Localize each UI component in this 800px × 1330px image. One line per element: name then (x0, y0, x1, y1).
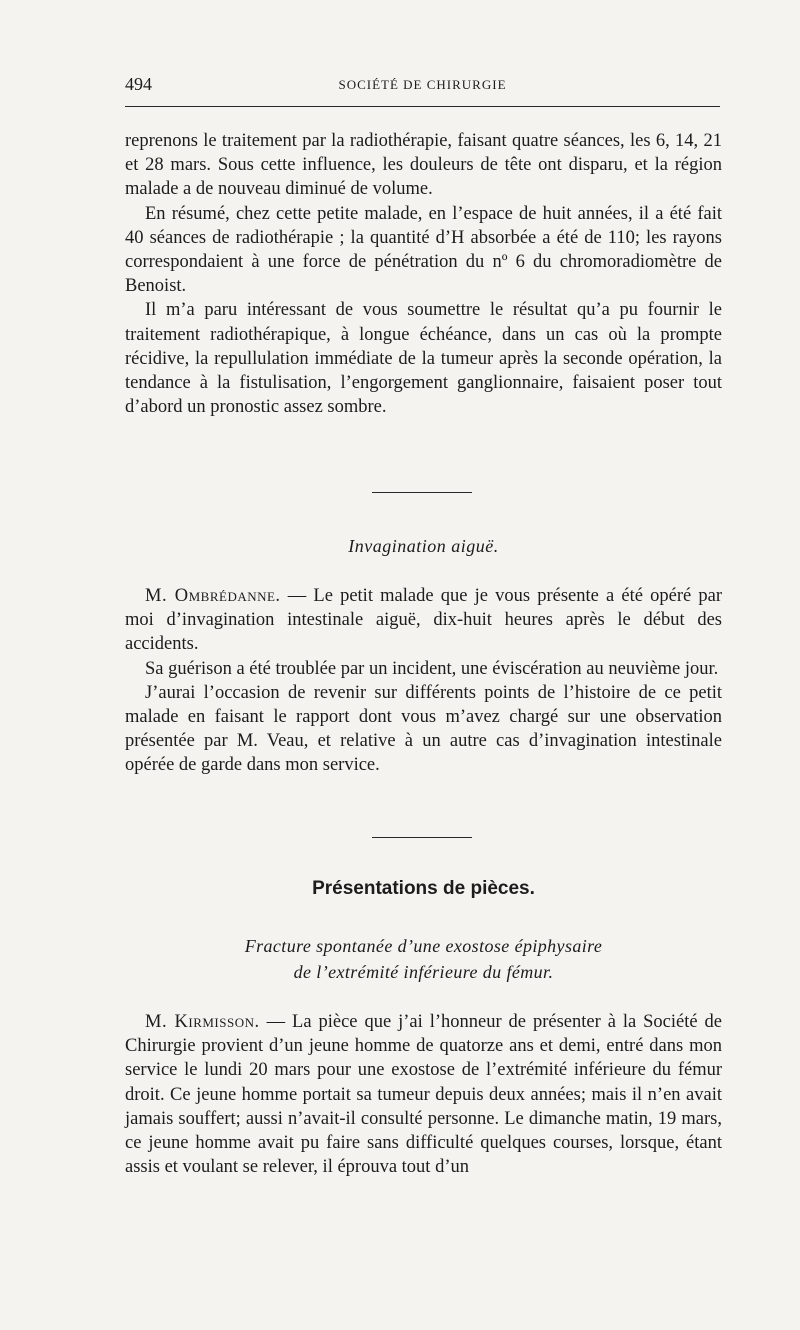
paragraph-text: — Le petit malade que je vous présente a été opéré par moi d’invagination intestinale aiguë, dix-huit heures après le début des accidents. (125, 586, 722, 655)
paragraph: J’aurai l’occasion de revenir sur différents points de l’histoire de ce petit malade en faisant le rapport dont vous m’avez chargé sur une observation présentée par M. Veau, et relative à un autre cas d’invagination intestinale opérée de garde dans mon service. (125, 682, 722, 776)
section-separator (372, 837, 472, 838)
subsection-title-line: Fracture spontanée d’une exostose épiphysaire (244, 936, 603, 956)
section-separator (372, 492, 472, 493)
running-title: SOCIÉTÉ DE CHIRURGIE (338, 77, 507, 92)
paragraph: Il m’a paru intéressant de vous soumettre le résultat qu’a pu fournir le traitement radiothérapique, à longue échéance, dans un cas où la prompte récidive, la repullulation immédiate de la tumeur après la seconde opération, la tendance à la fistulisation, l’engorgement ganglionnaire, faisaient poser tout d’abord un pronostic assez sombre. (125, 300, 722, 418)
subsection-title-line: de l’extrémité inférieure du fémur. (293, 962, 554, 982)
header-rule (125, 106, 720, 107)
text-block-invagination (125, 584, 722, 778)
section-title: Invagination aiguë. (348, 536, 499, 556)
paragraph: reprenons le traitement par la radiothérapie, faisant quatre séances, les 6, 14, 21 et 28 mars. Sous cette influence, les douleurs de tête ont disparu, et la région malade a de nouveau diminué de volume. (125, 131, 722, 200)
page-header (125, 74, 720, 96)
page-number: 494 (125, 74, 152, 94)
subsection-title (125, 933, 722, 985)
section-heading: Présentations de pièces. (312, 878, 535, 899)
paragraph: En résumé, chez cette petite malade, en l’espace de huit années, il a été fait 40 séances de radiothérapie ; la quantité d’H absorbée a été de 110; les rayons correspondaient à une force de pénétration du nº 6 du chromoradiomètre de Benoist. (125, 203, 722, 297)
text-block-kirmisson (125, 1010, 722, 1179)
text-block-continuation (125, 129, 722, 419)
paragraph (125, 584, 722, 657)
paragraph: Sa guérison a été troublée par un incident, une éviscération au neuvième jour. (145, 658, 719, 679)
paragraph (125, 1010, 722, 1179)
paragraph-text: — La pièce que j’ai l’honneur de présenter à la Société de Chirurgie provient d’un jeune homme de quatorze ans et demi, entré dans mon service le lundi 20 mars pour une exostose de l’extrémité inférieure du fémur droit. Ce jeune homme portait sa tumeur depuis deux années; mais il n’en avait jamais souffert; aussi n’avait-il consulté personne. Le dimanche matin, 19 mars, ce jeune homme avait pu faire sans difficulté quelques courses, lorsque, étant assis et voulant se relever, il éprouva tout d’un (125, 1012, 722, 1178)
speaker-name: M. Ombrédanne. (145, 586, 281, 606)
speaker-name: M. Kirmisson. (145, 1012, 260, 1032)
